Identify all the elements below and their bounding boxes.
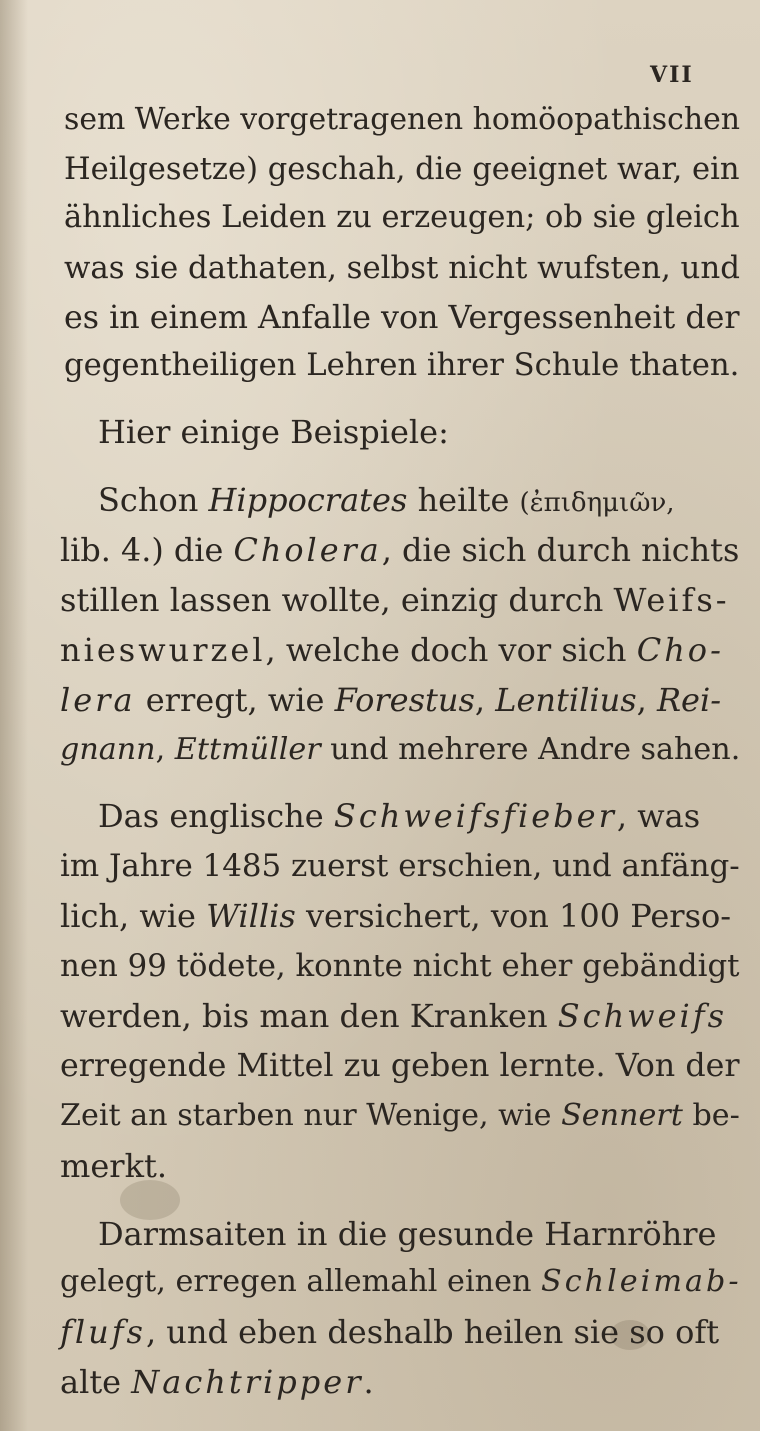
text-line — [60, 1146, 167, 1186]
text-span: erregende Mittel zu geben lernte. Von der — [60, 1048, 740, 1084]
emphasized-term: Cho- — [636, 631, 724, 669]
person-name: gnann — [60, 732, 156, 767]
text-span: merkt. — [60, 1147, 167, 1185]
text-line — [60, 730, 740, 770]
person-name: Ettmüller — [174, 732, 321, 767]
text-span: . — [363, 1363, 374, 1401]
text-line — [64, 346, 739, 386]
text-span: versichert, von 100 Perso- — [295, 897, 732, 935]
text-span: es in einem Anfalle von Vergessenheit der — [64, 300, 740, 336]
emphasized-term: lera — [60, 681, 136, 719]
text-line — [64, 150, 740, 190]
text-line — [60, 996, 727, 1036]
text-span: Darmsaiten in die gesunde Harnröhre — [98, 1215, 717, 1253]
text-span: , — [474, 681, 496, 719]
text-span: lich, wie — [60, 897, 207, 935]
text-line — [60, 1262, 742, 1302]
text-line — [60, 630, 724, 670]
text-line — [64, 100, 740, 140]
person-name: Sennert — [561, 1098, 683, 1133]
text-line — [98, 796, 700, 836]
emphasized-term: flufs — [60, 1313, 146, 1351]
person-name: Forestus — [334, 681, 475, 719]
person-name: Rei- — [656, 681, 722, 719]
text-line — [64, 298, 740, 338]
text-line — [64, 198, 740, 238]
text-span: heilte — [407, 481, 520, 519]
text-span: lib. 4.) die — [60, 531, 234, 569]
person-name: Lentilius — [495, 681, 637, 719]
text-span: , — [155, 732, 175, 767]
text-span: alte — [60, 1363, 132, 1401]
emphasized-term: eifs- — [646, 581, 730, 619]
text-span: , — [636, 681, 657, 719]
text-span: Zeit an starben nur Wenige, wie — [60, 1098, 562, 1133]
text-line — [60, 1312, 719, 1352]
text-span: nen 99 tödete, konnte nicht eher gebändigt — [60, 948, 740, 984]
text-span: was sie dathaten, selbst nicht wufsten, und — [64, 250, 740, 286]
text-line — [60, 1096, 740, 1136]
text-span: gelegt, erregen allemahl einen — [60, 1264, 542, 1299]
text-span: , was — [616, 797, 701, 835]
text-line-overflow — [60, 1362, 374, 1402]
page-number: VII — [650, 62, 694, 88]
greek-text: (ἐπιδημιῶν, — [519, 488, 675, 518]
text-span: , die sich durch nichts — [381, 531, 740, 569]
emphasized-term: Schweifsfieber — [333, 797, 617, 835]
emphasized-term: Schweifs — [557, 997, 727, 1035]
text-span: werden, bis man den Kranken — [60, 997, 558, 1035]
page-edge-shadow — [0, 0, 28, 1431]
person-name: Willis — [206, 897, 296, 935]
emphasized-term: Nachtripper — [131, 1363, 364, 1401]
text-line — [98, 1214, 716, 1254]
text-span: und mehrere Andre sahen. — [320, 732, 741, 767]
text-span: Heilgesetze) geschah, die geeignet war, ein — [64, 152, 740, 187]
text-line — [60, 946, 740, 986]
text-span: Das englische — [98, 797, 334, 835]
emphasized-term: Schleimab- — [541, 1264, 742, 1299]
text-line — [98, 480, 675, 523]
text-span: im Jahre 1485 zuerst erschien, und anfäng- — [60, 848, 740, 884]
text-line — [64, 248, 740, 288]
text-line — [60, 896, 731, 936]
text-span: erregt, wie — [135, 681, 335, 719]
text-span: sem Werke vorgetragenen homöopathischen — [64, 102, 740, 137]
emphasized-term: Cholera — [233, 531, 382, 569]
text-span: stillen lassen wollte, einzig durch W — [60, 581, 647, 619]
text-span: gegentheiligen Lehren ihrer Schule thaten. — [64, 348, 740, 383]
text-line — [60, 530, 739, 570]
text-line — [60, 680, 721, 720]
emphasized-term: nieswurzel — [60, 631, 266, 669]
text-line — [98, 412, 449, 452]
text-span: , und eben deshalb heilen sie so oft — [145, 1313, 720, 1351]
text-line — [60, 1046, 740, 1086]
text-span: Hier einige Beispiele: — [98, 413, 449, 451]
text-span: ähnliches Leiden zu erzeugen; ob sie gleich — [64, 200, 740, 235]
text-span: Schon — [98, 481, 209, 519]
person-name: Hippocrates — [208, 481, 408, 519]
text-span: , welche doch vor sich — [265, 631, 637, 669]
text-line — [60, 846, 740, 886]
text-line — [60, 580, 730, 620]
text-span: be- — [682, 1098, 740, 1133]
